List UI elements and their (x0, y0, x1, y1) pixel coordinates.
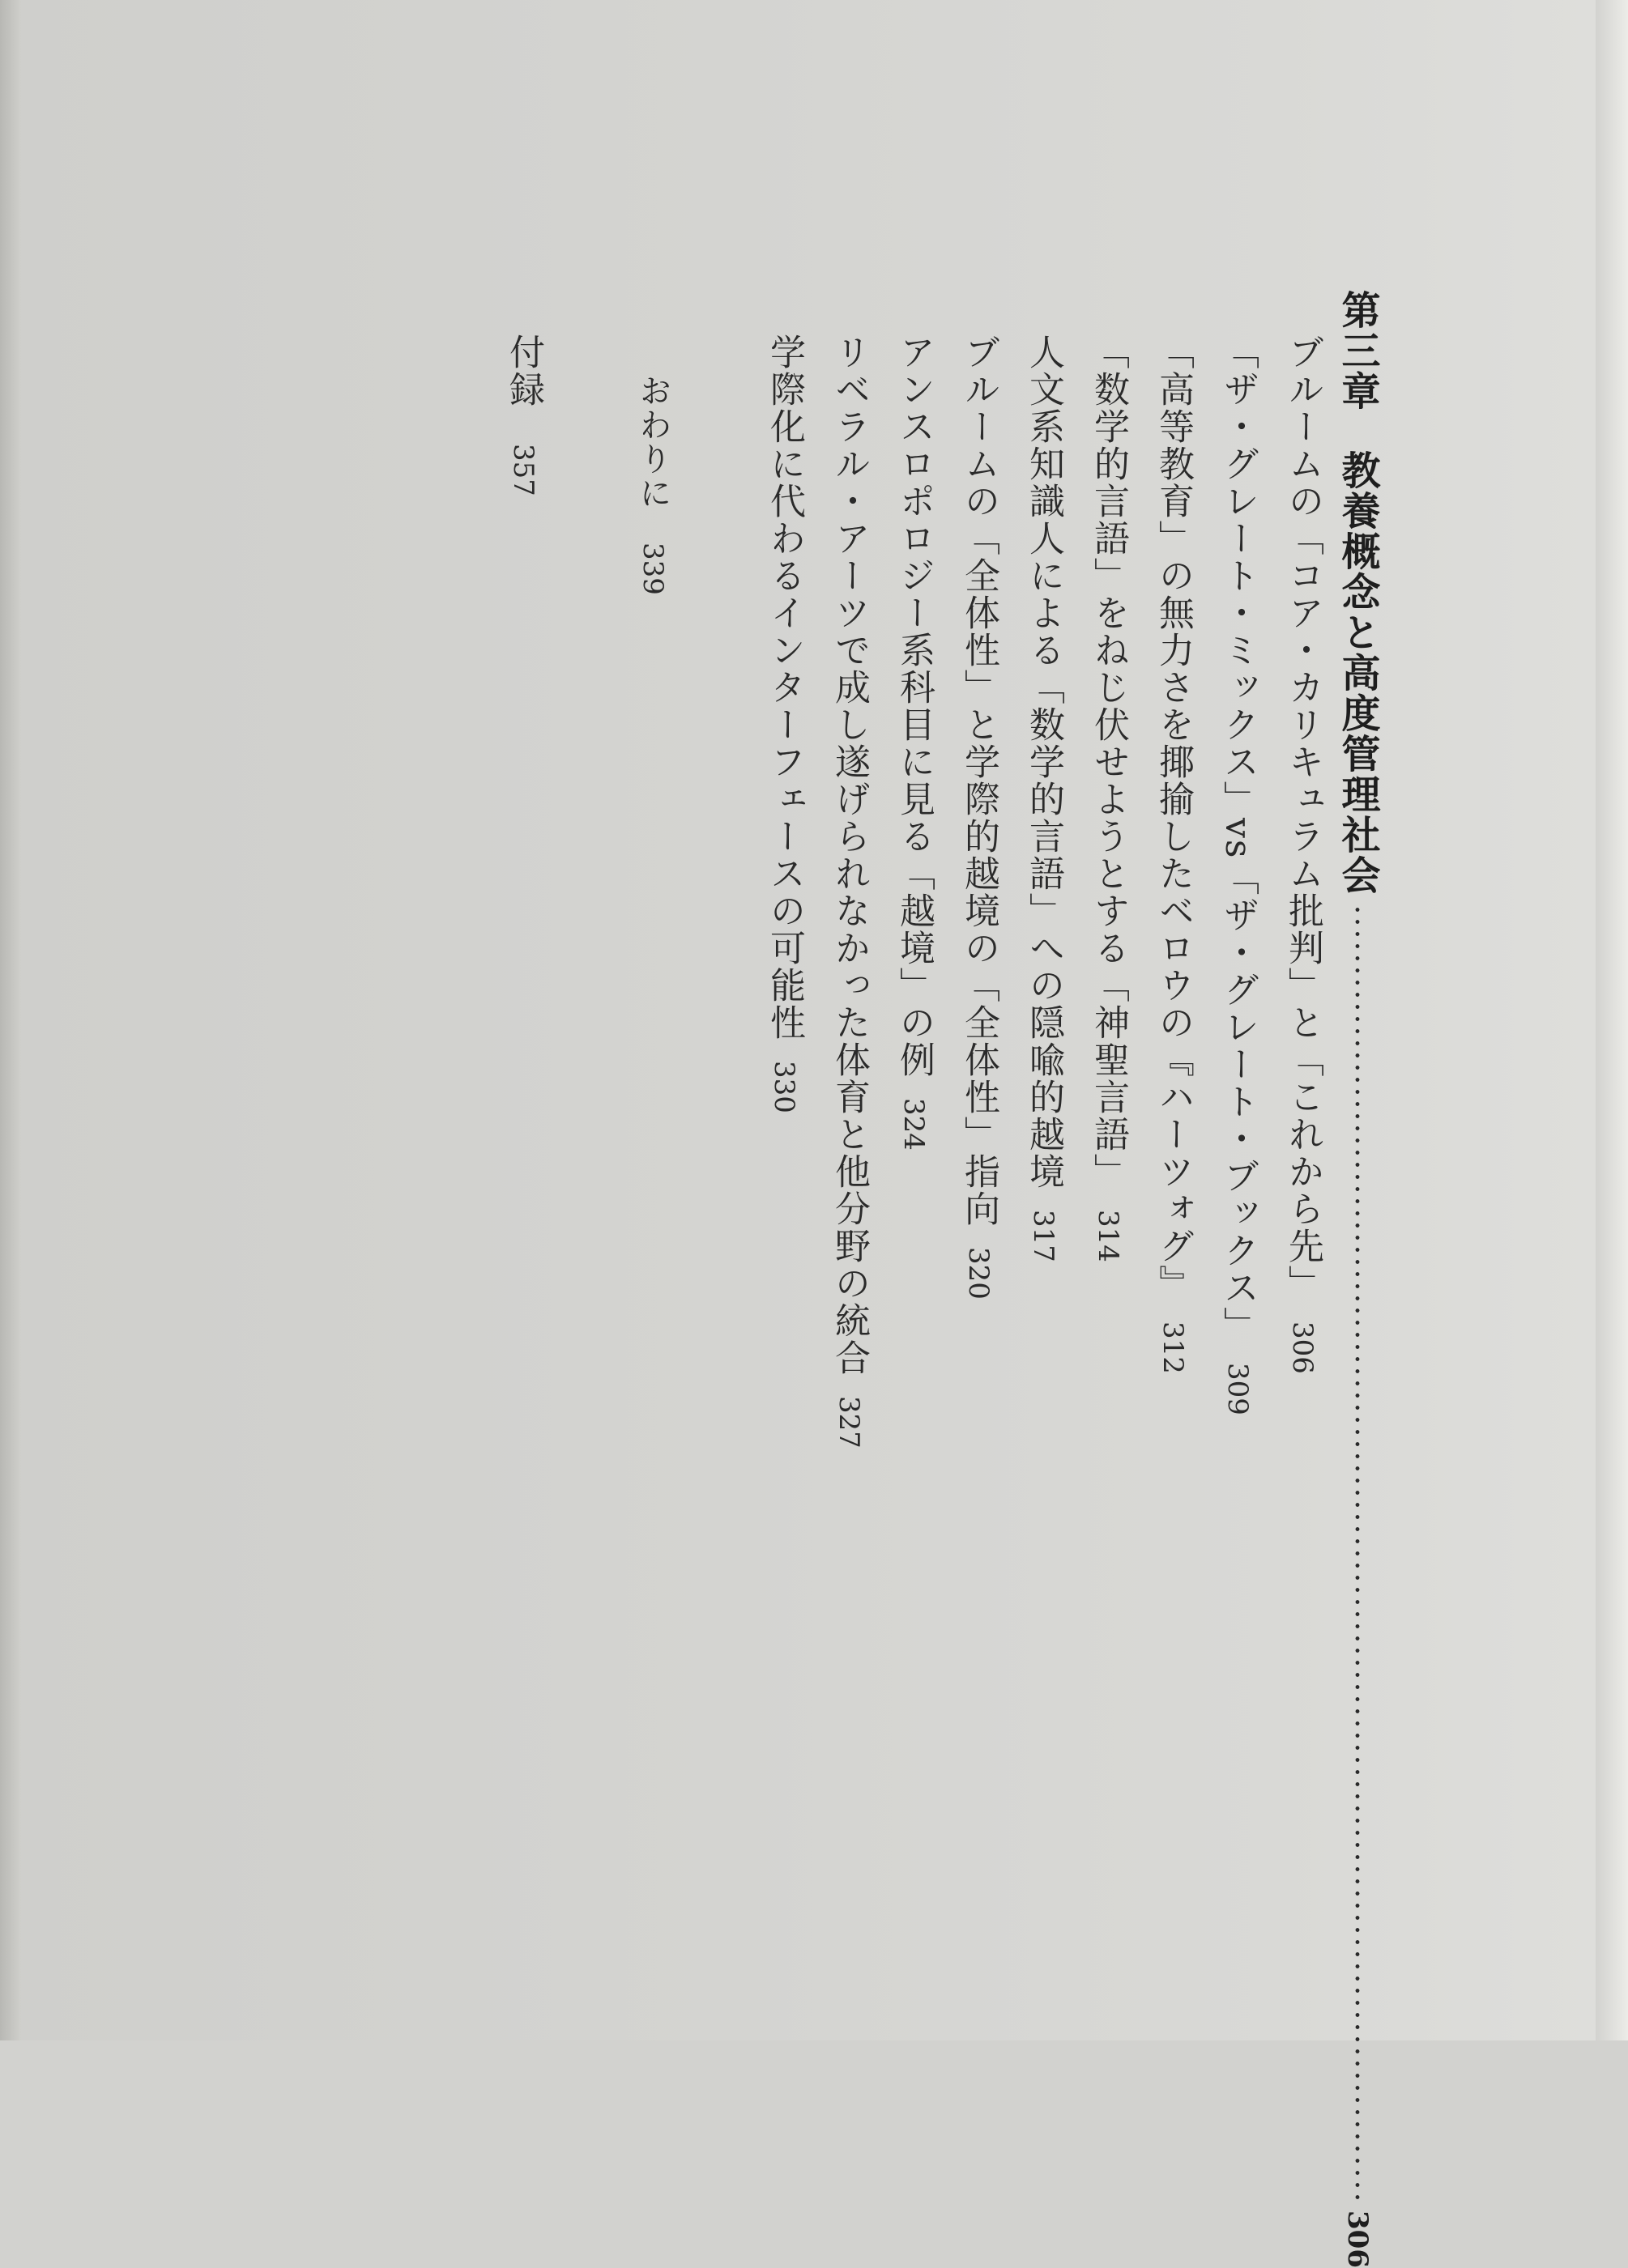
entry-page: 309 (1221, 1363, 1254, 1416)
toc-entry (893, 334, 935, 1151)
toc-entry (1153, 334, 1194, 1374)
chapter-number: 第三章 (1335, 290, 1380, 411)
appendix-title: 付録 (503, 334, 544, 408)
toc-entry (958, 334, 999, 1300)
entry-title: アンスロポロジー系科目に見る「越境」の例 (893, 334, 935, 1079)
chapter-page: 306 (1341, 2211, 1374, 2268)
entry-page: 320 (962, 1247, 995, 1300)
dot-leader (1353, 904, 1362, 2199)
entry-title: ブルームの「コア・カリキュラム批判」と「これから先」 (1282, 334, 1323, 1302)
toc-entry (764, 334, 805, 1113)
entry-page: 314 (1092, 1210, 1124, 1262)
toc-page (21, 0, 1596, 2268)
entry-title: リベラル・アーツで成し遂げられなかった体育と他分野の統合 (829, 334, 870, 1377)
toc-entry (1282, 334, 1323, 1374)
entry-page: 312 (1157, 1321, 1189, 1374)
chapter-title: 教養概念と高度管理社会 (1335, 450, 1380, 896)
entry-title: 人文系知識人による「数学的言語」への隠喩的越境 (1023, 334, 1064, 1190)
entry-page: 324 (897, 1098, 930, 1151)
entry-title: 「数学的言語」をねじ伏せようとする「神聖言語」 (1088, 334, 1129, 1190)
toc-entry (1023, 334, 1064, 1262)
toc-afterword (634, 374, 671, 595)
entry-page: 317 (1027, 1210, 1059, 1262)
toc-entry (1217, 334, 1259, 1416)
entry-title: ブルームの「全体性」と学際的越境の「全体性」指向 (958, 334, 999, 1228)
afterword-title: おわりに (634, 374, 671, 510)
page-edge (0, 0, 21, 2040)
afterword-page: 339 (637, 543, 669, 595)
chapter-heading (1335, 290, 1380, 2268)
entry-page: 330 (768, 1061, 800, 1113)
entry-title: 「高等教育」の無力さを揶揄したベロウの『ハーツォグ』 (1153, 334, 1194, 1302)
entry-title: 「ザ・グレート・ミックス」vs「ザ・グレート・ブックス」 (1217, 334, 1259, 1344)
toc-entry (829, 334, 870, 1449)
toc-entry (1088, 334, 1129, 1262)
entry-page: 327 (833, 1396, 865, 1449)
spine-shadow (1596, 0, 1628, 2040)
entry-title: 学際化に代わるインターフェースの可能性 (764, 334, 805, 1041)
appendix-page: 357 (507, 444, 539, 496)
toc-appendix (503, 334, 544, 496)
entry-page: 306 (1286, 1321, 1319, 1374)
